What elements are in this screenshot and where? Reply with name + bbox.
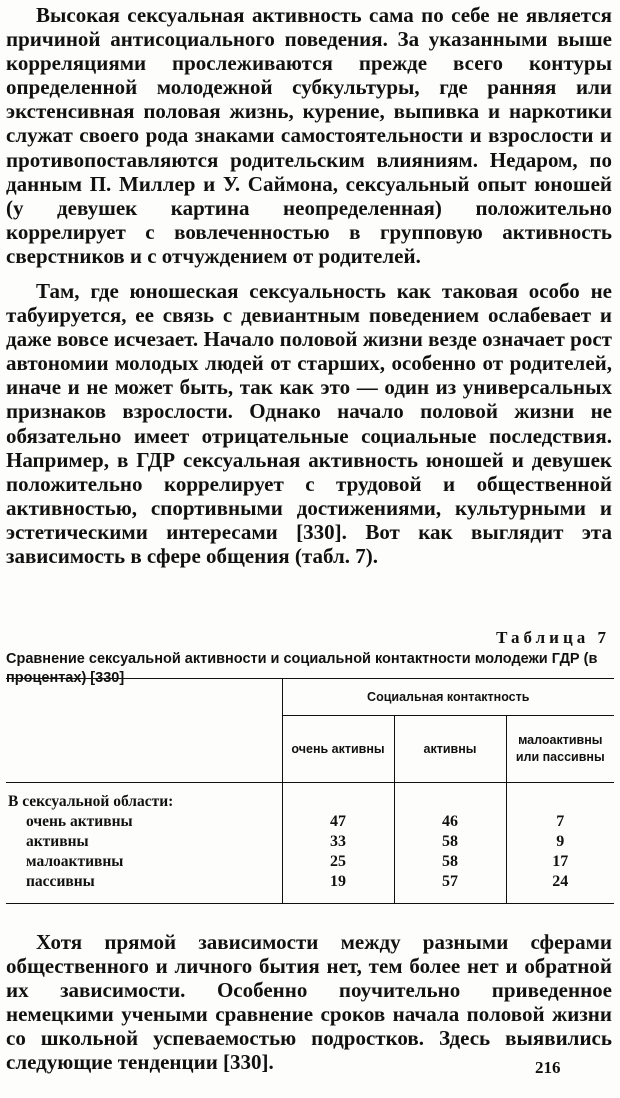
paragraph-3: Хотя прямой зависимости между разными сферами общественного и личного бытия нет, тем более нет и обратной их зависимости. Особенно поучительно приведенное немецкими учеными сравнение сроков начала половой жизни со школьной успеваемостью подростков. Здесь выявились следующие тенденции [330]. <box>6 930 612 1075</box>
column-header: очень активны <box>282 716 394 783</box>
table-row <box>6 852 614 872</box>
row-label: малоактивны <box>26 853 124 870</box>
table-row <box>6 783 614 813</box>
data-table <box>6 678 614 904</box>
table-caption: Таблица 7 <box>496 628 610 647</box>
column-header: малоактивны или пассивны <box>506 716 614 783</box>
table-cell: 46 <box>394 812 506 832</box>
row-label: активны <box>26 833 89 850</box>
paragraph-1: Высокая сексуальная активность сама по себе не является причиной антисоциального поведения. За указанными выше корреляциями прослеживаются прежде всего контуры определенной молодежной субкультуры, где ранняя или экстенсивная половая жизнь, курение, выпивка и наркотики служат своего рода знаками самостоятельности и взрослости и противопоставляются родительским влияниям. Недаром, по данным П. Миллер и У. Саймона, сексуальный опыт юношей (у девушек картина неопределенная) положительно коррелирует с вовлеченностью в групповую активность сверстников и с отчуждением от родителей. <box>6 3 612 268</box>
table-row <box>6 812 614 832</box>
table-cell: 17 <box>506 852 614 872</box>
table-cell: 19 <box>282 872 394 904</box>
table-title: Сравнение сексуальной активности и социальной контактности молодежи ГДР (в процентах) [330] <box>6 651 598 686</box>
table-cell: 24 <box>506 872 614 904</box>
table-cell: 9 <box>506 832 614 852</box>
section-label: В сексуальной области: <box>8 793 174 810</box>
table-cell: 25 <box>282 852 394 872</box>
table-cell: 47 <box>282 812 394 832</box>
table-cell: 58 <box>394 852 506 872</box>
group-header: Социальная контактность <box>282 679 614 716</box>
table-row <box>6 832 614 852</box>
table-cell: 58 <box>394 832 506 852</box>
table-cell: 33 <box>282 832 394 852</box>
row-label: очень активны <box>26 813 133 830</box>
row-label: пассивны <box>6 872 282 904</box>
page-number: 216 <box>535 1058 561 1077</box>
table-row <box>6 872 614 904</box>
paragraph-2: Там, где юношеская сексуальность как таковая особо не табуируется, ее связь с девиантным поведением ослабевает и даже вовсе исчезает. Начало половой жизни везде означает рост автономии молодых людей от старших, особенно от родителей, иначе и не может быть, так как это — один из универсальных признаков взрослости. Однако начало половой жизни не обязательно имеет отрицательные социальные последствия. Например, в ГДР сексуальная активность юношей и девушек положительно коррелирует с трудовой и общественной активностью, спортивными достижениями, культурными и эстетическими интересами [330]. Вот как выглядит эта зависимость в сфере общения (табл. 7). <box>6 279 612 569</box>
row-header-empty <box>6 679 282 783</box>
table-cell: 7 <box>506 812 614 832</box>
table-cell: 57 <box>394 872 506 904</box>
column-header: активны <box>394 716 506 783</box>
